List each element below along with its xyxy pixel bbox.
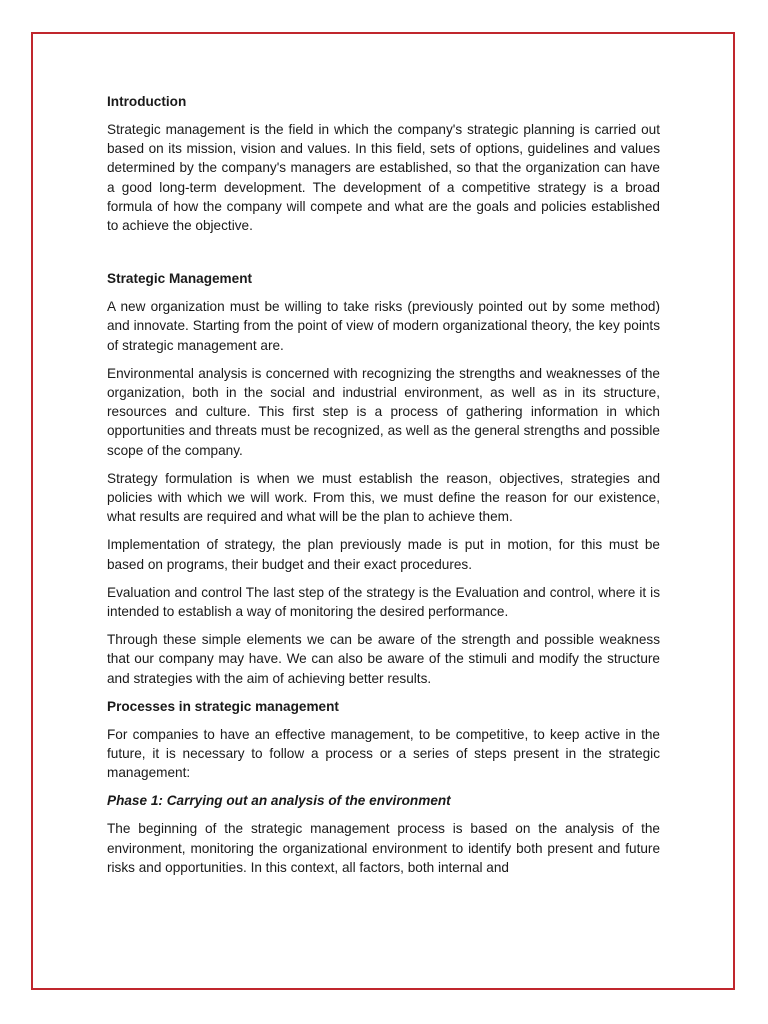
paragraph: Implementation of strategy, the plan previously made is put in motion, for this must be based on programs, their budget and their exact procedures. <box>107 537 660 572</box>
heading-introduction: Introduction <box>107 94 187 109</box>
paragraph: Environmental analysis is concerned with recognizing the strengths and weaknesses of the organization, both in the social and industrial environment, as well as in its structure, resources and culture. This first step is a process of gathering information in which opportunities and threats must be recognized, as well as the general strengths and possible scope of the company. <box>107 365 660 458</box>
heading-processes: Processes in strategic management <box>107 698 339 714</box>
paragraph: Through these simple elements we can be aware of the strength and possible weakness that our company may have. We can also be aware of the stimuli and modify the structure and strategies with the aim of achieving better results. <box>107 632 660 686</box>
paragraph: Evaluation and control The last step of the strategy is the Evaluation and control, where it is intended to establish a way of monitoring the desired performance. <box>107 584 660 620</box>
paragraph: A new organization must be willing to take risks (previously pointed out by some method) and innovate. Starting from the point of view of modern organizational theory, the key points of strategic management are. <box>107 299 660 353</box>
document-body <box>107 92 660 886</box>
paragraph: For companies to have an effective management, to be competitive, to keep active in the future, it is necessary to follow a process or a series of steps present in the strategic management: <box>107 726 660 781</box>
heading-strategic-management: Strategic Management <box>107 271 253 287</box>
paragraph: The beginning of the strategic management process is based on the analysis of the environment, monitoring the organizational environment to identify both present and future risks and opportunities. In this context, all factors, both internal and <box>107 821 660 875</box>
paragraph: Strategy formulation is when we must establish the reason, objectives, strategies and policies with which we will work. From this, we must define the reason for our existence, what results are required and what will be the plan to achieve them. <box>107 470 660 525</box>
paragraph: Strategic management is the field in which the company's strategic planning is carried out based on its mission, vision and values. In this field, sets of options, guidelines and values determined by the company's managers are established, so that the organization can have a good long-term development. The development of a competitive strategy is a broad formula of how the company will compete and what are the goals and policies established to achieve the objective. <box>107 122 660 234</box>
heading-phase-1: Phase 1: Carrying out an analysis of the environment <box>107 793 451 809</box>
